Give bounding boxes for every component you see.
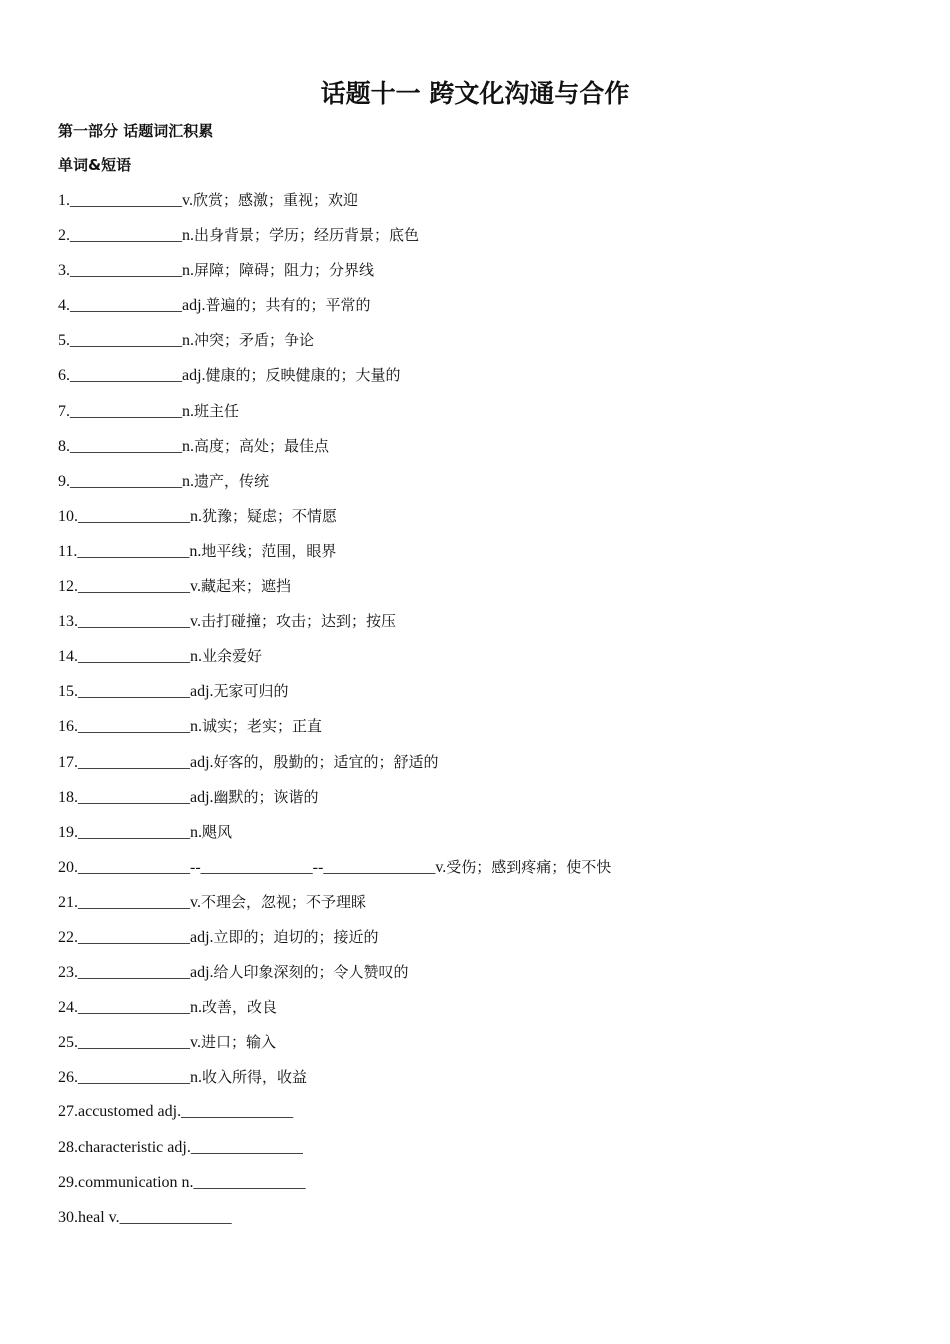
vocab-item (58, 434, 611, 469)
item-number: 13. (58, 613, 78, 631)
answer-blank[interactable]: ______________ (78, 578, 190, 596)
part-of-speech: n. (182, 472, 194, 490)
meaning: 高度；高处；最佳点 (194, 436, 330, 455)
vocab-item (58, 1171, 611, 1206)
answer-blank[interactable]: ______________ (190, 1138, 303, 1156)
answer-blank[interactable]: ______________ (78, 718, 190, 736)
part-of-speech: n. (182, 402, 194, 420)
answer-blank[interactable]: ______________ (78, 507, 190, 525)
vocab-item (58, 574, 611, 609)
vocab-item (58, 609, 611, 644)
meaning: 普遍的；共有的；平常的 (205, 296, 371, 315)
part-of-speech: v. (190, 893, 201, 911)
english-word: heal v. (78, 1208, 120, 1226)
part-of-speech: v. (190, 613, 201, 631)
meaning: 欣赏；感激；重视；欢迎 (192, 191, 358, 209)
vocab-item (58, 469, 611, 504)
answer-blank[interactable]: ______________ (70, 262, 182, 280)
meaning: 立即的；迫切的；接近的 (213, 927, 379, 946)
item-number: 28. (58, 1138, 78, 1156)
vocab-item (58, 399, 611, 434)
item-number: 8. (58, 437, 70, 455)
answer-blank[interactable]: ______________ (78, 753, 190, 771)
vocab-item (58, 820, 611, 855)
item-number: 19. (58, 823, 78, 841)
item-number: 4. (58, 297, 70, 315)
meaning: 幽默的；诙谐的 (213, 787, 319, 806)
answer-blank[interactable]: ______________ (70, 332, 182, 350)
item-number: 3. (58, 262, 70, 280)
answer-blank[interactable]: ______________ (119, 1208, 232, 1226)
part-of-speech: n. (182, 437, 194, 455)
meaning: 地平线；范围，眼界 (201, 541, 337, 560)
vocab-item (58, 960, 611, 995)
item-number: 15. (58, 683, 78, 701)
part-of-speech: n. (190, 1069, 202, 1087)
meaning: 班主任 (194, 401, 240, 420)
item-number: 18. (58, 788, 78, 806)
vocab-item (58, 328, 611, 363)
item-number: 1. (58, 192, 70, 209)
part-of-speech: n. (190, 718, 202, 736)
vocab-item (58, 995, 611, 1030)
answer-blank[interactable]: ______________ (70, 472, 182, 490)
item-number: 9. (58, 472, 70, 490)
page-title: 话题十一 跨文化沟通与合作 (320, 79, 630, 108)
vocab-item (58, 714, 611, 749)
meaning: 受伤；感到疼痛；使不快 (446, 857, 612, 876)
part-of-speech: adj. (190, 928, 214, 946)
answer-blank[interactable]: ______________ (70, 227, 182, 245)
vocab-item (58, 188, 611, 223)
meaning: 击打碰撞；攻击；达到；按压 (200, 612, 396, 631)
answer-blank[interactable]: ______________ (70, 192, 182, 209)
part-of-speech: adj. (190, 683, 214, 701)
vocab-item (58, 644, 611, 679)
english-word: communication n. (78, 1173, 194, 1191)
vocab-item (58, 1136, 611, 1171)
vocab-item (58, 258, 611, 293)
vocabulary-list (58, 188, 611, 1241)
vocab-item (58, 750, 611, 785)
english-word: characteristic adj. (78, 1138, 191, 1156)
part-of-speech: adj. (190, 788, 214, 806)
answer-blank[interactable]: ______________ (78, 893, 190, 911)
answer-blank[interactable]: ______________ (78, 683, 190, 701)
meaning: 改善，改良 (202, 998, 278, 1017)
vocab-item (58, 785, 611, 820)
vocab-item (58, 890, 611, 925)
item-number: 23. (58, 964, 78, 982)
vocab-item (58, 1100, 611, 1135)
answer-blank[interactable]: ______________ (78, 823, 190, 841)
part-of-speech: v. (182, 192, 193, 209)
part-of-speech: n. (190, 823, 202, 841)
vocab-item (58, 1206, 611, 1241)
meaning: 诚实；老实；正直 (202, 717, 323, 736)
answer-blank[interactable]: ______________ (78, 928, 190, 946)
answer-blank[interactable]: ______________ (78, 1034, 190, 1052)
answer-blank[interactable]: ______________ (70, 297, 182, 315)
item-number: 2. (58, 227, 70, 245)
answer-blank[interactable]: ______________ (78, 613, 190, 631)
item-number: 29. (58, 1173, 78, 1191)
answer-blank[interactable]: ______________ (181, 1103, 294, 1121)
item-number: 20. (58, 858, 78, 876)
answer-blank[interactable]: ______________ (78, 788, 190, 806)
part-of-speech: adj. (190, 753, 214, 771)
meaning: 遗产，传统 (194, 471, 270, 490)
vocab-item (58, 363, 611, 398)
meaning: 冲突；矛盾；争论 (194, 331, 315, 350)
answer-blank[interactable]: ______________ (193, 1173, 306, 1191)
item-number: 27. (58, 1103, 78, 1121)
vocab-item (58, 1065, 611, 1100)
item-number: 17. (58, 753, 78, 771)
vocab-item (58, 539, 611, 574)
part-of-speech: n. (190, 507, 202, 525)
item-number: 21. (58, 893, 78, 911)
part-of-speech: v. (190, 1034, 201, 1052)
part-of-speech: n. (182, 227, 194, 245)
item-number: 14. (58, 648, 78, 666)
part-of-speech: adj. (182, 297, 206, 315)
meaning: 给人印象深刻的；令人赞叹的 (213, 963, 409, 982)
meaning: 无家可归的 (213, 682, 289, 701)
meaning: 屏障；障碍；阻力；分界线 (194, 261, 375, 280)
meaning: 健康的；反映健康的；大量的 (205, 366, 401, 385)
part-of-speech: v. (190, 578, 201, 596)
vocab-item (58, 679, 611, 714)
meaning: 不理会，忽视；不予理睬 (200, 892, 366, 911)
part-of-speech: n. (190, 999, 202, 1017)
vocab-item (58, 293, 611, 328)
item-number: 6. (58, 367, 70, 385)
vocab-item (58, 855, 611, 890)
part-of-speech: adj. (182, 367, 206, 385)
meaning: 进口；输入 (200, 1033, 276, 1052)
item-number: 26. (58, 1069, 78, 1087)
item-number: 22. (58, 928, 78, 946)
meaning: 出身背景；学历；经历背景；底色 (194, 226, 420, 245)
english-word: accustomed adj. (78, 1103, 182, 1121)
meaning: 业余爱好 (202, 647, 263, 666)
meaning: 犹豫；疑虑；不情愿 (202, 506, 338, 525)
answer-blank[interactable]: ______________ (78, 1069, 190, 1087)
part-of-speech: n. (190, 648, 202, 666)
item-number: 5. (58, 332, 70, 350)
meaning: 收入所得，收益 (202, 1068, 308, 1087)
meaning: 藏起来；遮挡 (200, 577, 291, 596)
item-number: 30. (58, 1208, 78, 1226)
answer-blank[interactable]: ______________ (70, 437, 182, 455)
meaning: 飓风 (202, 822, 233, 841)
answer-blank[interactable]: ______________ (78, 999, 190, 1017)
answer-blank[interactable]: ______________ (77, 542, 190, 560)
item-number: 24. (58, 999, 78, 1017)
part-heading: 第一部分 话题词汇积累 (58, 122, 214, 140)
item-number: 11. (58, 542, 78, 560)
part-of-speech: n. (182, 332, 194, 350)
item-number: 25. (58, 1034, 78, 1052)
answer-blank[interactable]: ______________--______________--______________ (78, 858, 436, 876)
part-of-speech: adj. (190, 964, 214, 982)
answer-blank[interactable]: ______________ (70, 402, 182, 420)
meaning: 好客的，殷勤的；适宜的；舒适的 (213, 752, 439, 771)
item-number: 10. (58, 507, 78, 525)
part-of-speech: v. (435, 858, 447, 876)
answer-blank[interactable]: ______________ (78, 648, 190, 666)
vocab-item (58, 1030, 611, 1065)
item-number: 16. (58, 718, 78, 736)
answer-blank[interactable]: ______________ (78, 964, 190, 982)
part-of-speech: n. (189, 542, 202, 560)
vocab-item (58, 504, 611, 539)
part-of-speech: n. (182, 262, 194, 280)
vocab-item (58, 223, 611, 258)
item-number: 12. (58, 578, 78, 596)
words-heading: 单词&短语 (58, 156, 132, 174)
vocab-item (58, 925, 611, 960)
answer-blank[interactable]: ______________ (70, 367, 182, 385)
item-number: 7. (58, 402, 70, 420)
